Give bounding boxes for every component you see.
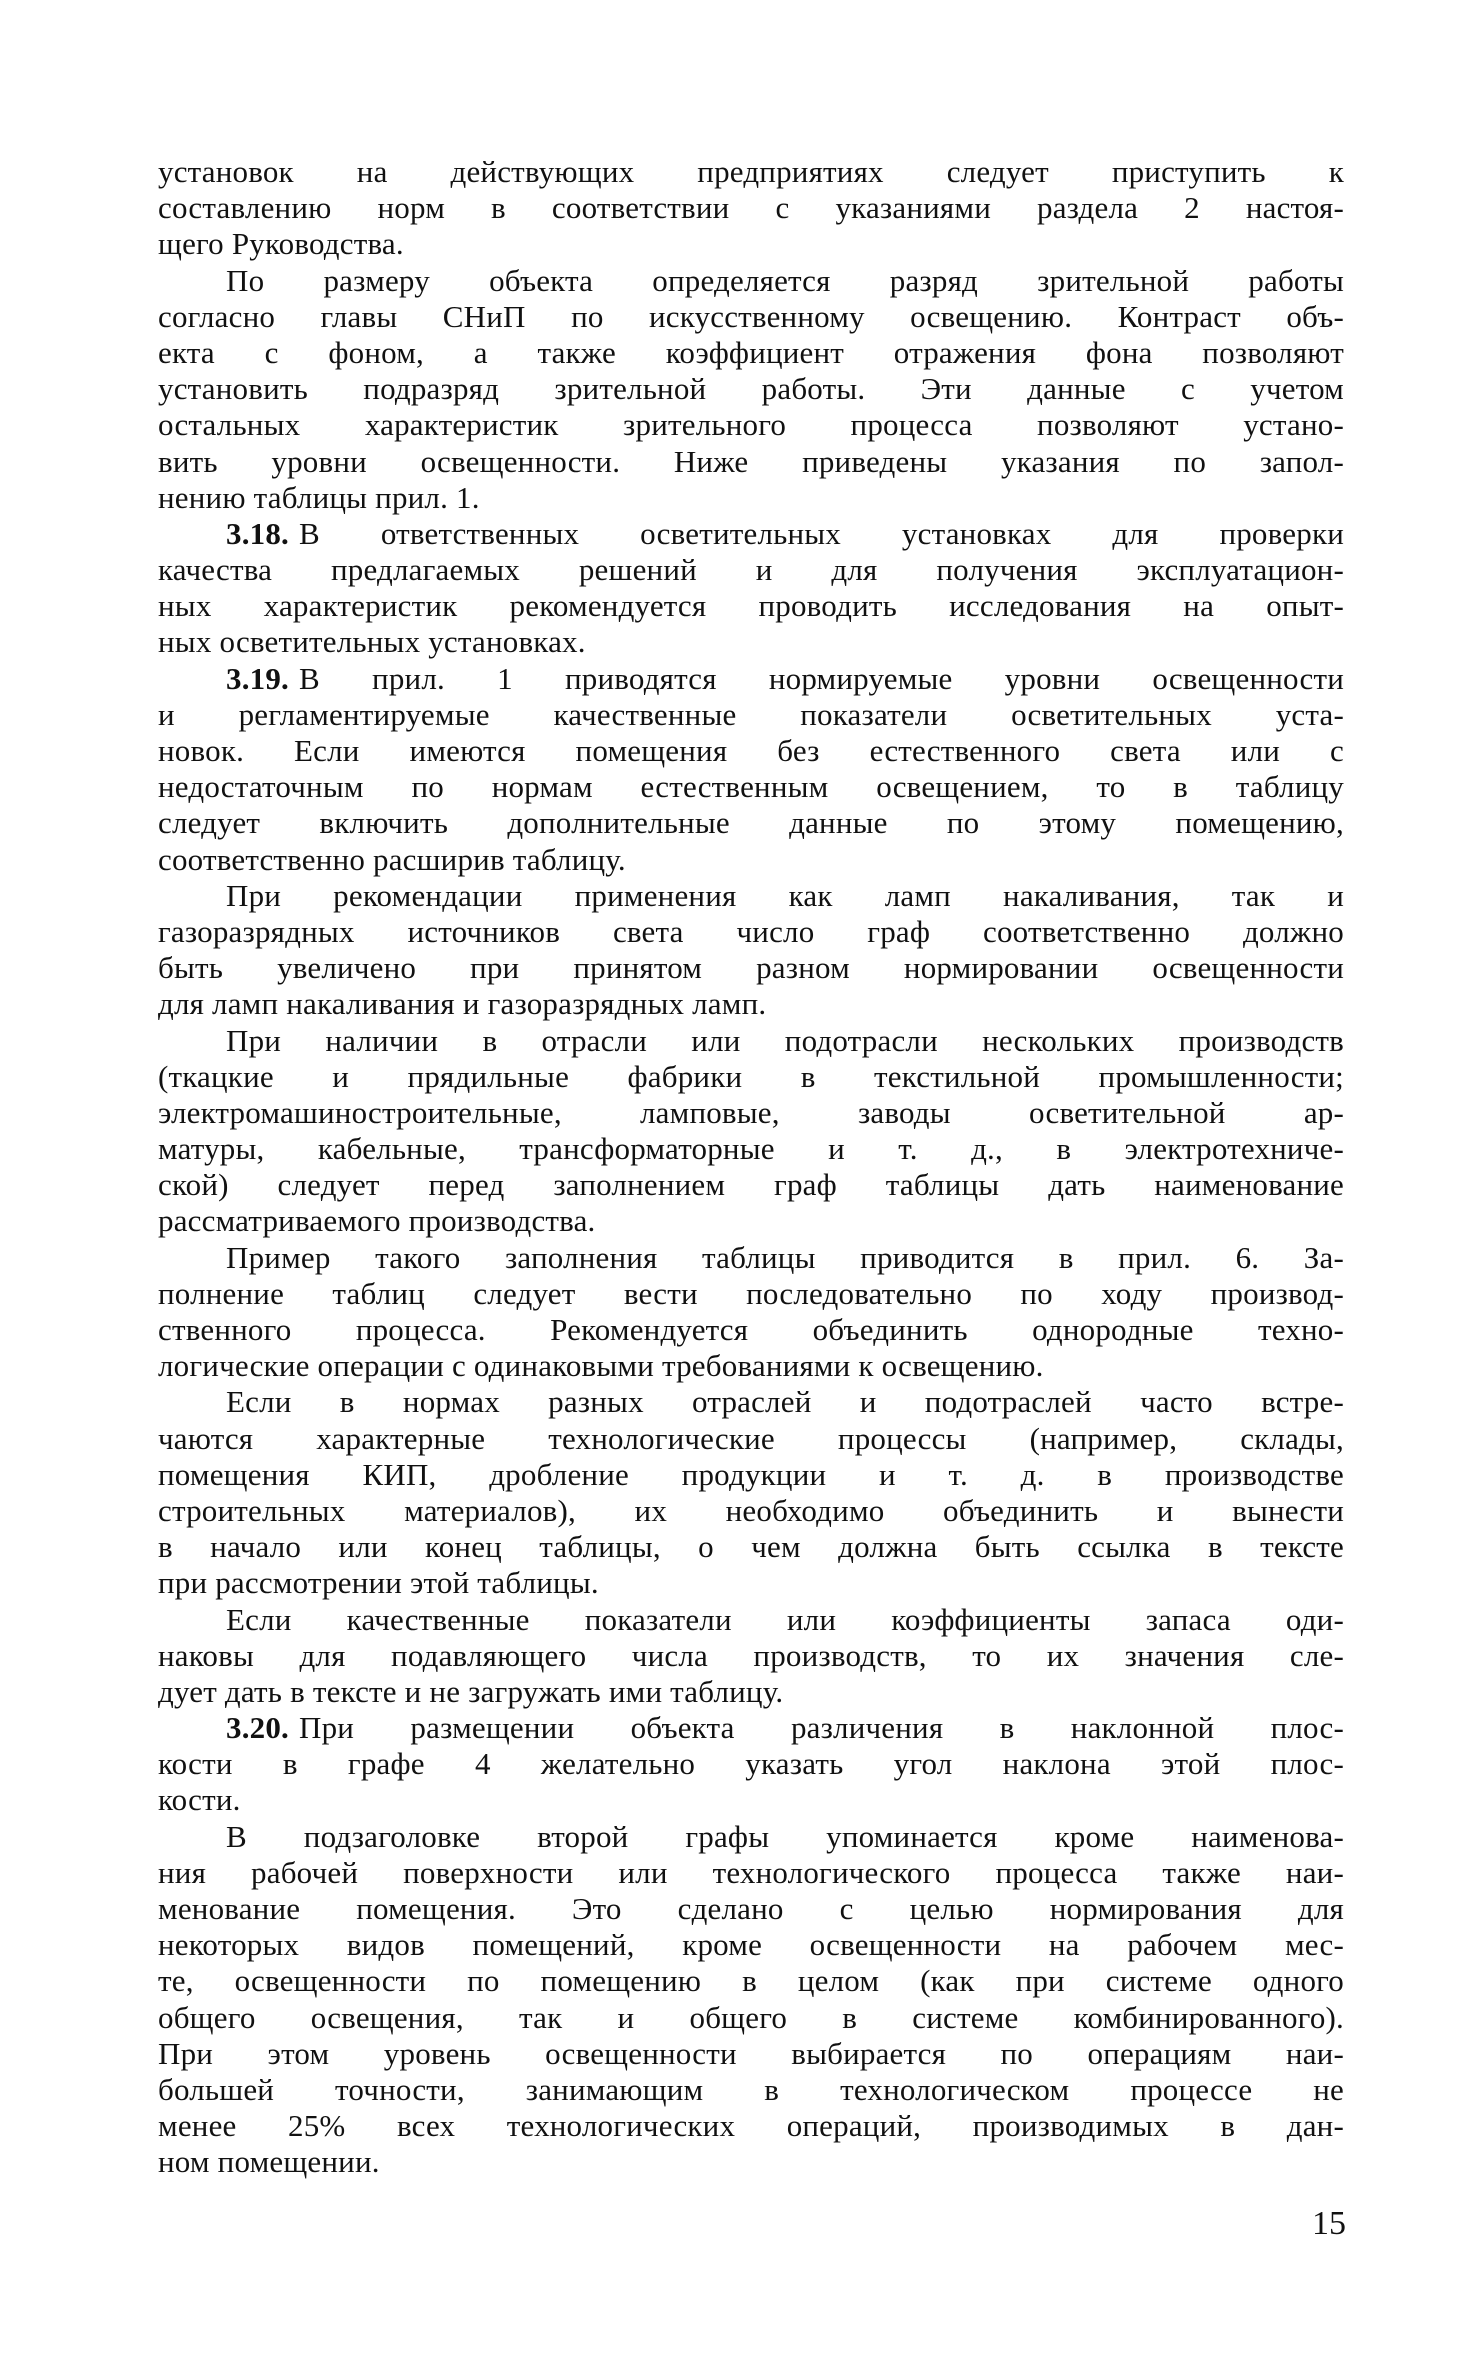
text-line: чаются характерные технологические процессы (например, склады, [158, 1420, 1344, 1456]
text-line: Пример такого заполнения таблицы приводится в прил. 6. За- [226, 1239, 1344, 1275]
text-line: некоторых видов помещений, кроме освещенности на рабочем мес- [158, 1927, 1344, 1963]
text-line: соответственно расширив таблицу. [158, 841, 626, 877]
text-line: следует включить дополнительные данные по этому помещению, [158, 805, 1344, 841]
text-line: рассматриваемого производства. [158, 1203, 596, 1239]
text-line: При этом уровень освещенности выбирается по операциям наи- [158, 2035, 1344, 2071]
text-line: установить подразряд зрительной работы. Эти данные с учетом [158, 371, 1344, 407]
text-line: вить уровни освещенности. Ниже приведены указания по запол- [158, 443, 1344, 479]
text-line: газоразрядных источников света число граф соответственно должно [158, 913, 1344, 949]
section-number: 3.20. [226, 1710, 289, 1746]
text-line: те, освещенности по помещению в целом (как при системе одного [158, 1963, 1344, 1999]
paragraph [158, 1602, 1344, 1711]
text-line: матуры, кабельные, трансформаторные и т. д., в электротехниче- [158, 1131, 1344, 1167]
text-line [158, 1710, 1344, 1746]
text-line: ном помещении. [158, 2144, 380, 2180]
paragraph [158, 516, 1344, 661]
text-line: дует дать в тексте и не загружать ими таблицу. [158, 1673, 784, 1709]
text-line: общего освещения, так и общего в системе комбинированного). [158, 1999, 1344, 2035]
text-line: По размеру объекта определяется разряд зрительной работы [226, 262, 1344, 298]
paragraph [158, 263, 1344, 516]
text-line: качества предлагаемых решений и для получения эксплуатацион- [158, 552, 1344, 588]
text-line [158, 516, 1344, 552]
text-line: екта с фоном, а также коэффициент отражения фона позволяют [158, 334, 1344, 370]
paragraph [158, 154, 1344, 263]
text-line: недостаточным по нормам естественным освещением, то в таблицу [158, 769, 1344, 805]
text-line: Если в нормах разных отраслей и подотраслей часто встре- [226, 1384, 1344, 1420]
section-number: 3.18. [226, 515, 289, 551]
text-line: щего Руководства. [158, 226, 404, 262]
text-line: ственного процесса. Рекомендуется объединить однородные техно- [158, 1312, 1344, 1347]
text-line: большей точности, занимающим в технологическом процессе не [158, 2071, 1344, 2107]
line-text: В ответственных осветительных установках для проверки [299, 515, 1344, 551]
line-text: В прил. 1 приводятся нормируемые уровни освещенности [299, 660, 1344, 696]
section-number: 3.19. [226, 660, 289, 696]
paragraph [158, 1819, 1344, 2181]
text-line: и регламентируемые качественные показатели осветительных уста- [158, 696, 1344, 732]
paragraph [158, 878, 1344, 1023]
text-line: помещения КИП, дробление продукции и т. д. в производстве [158, 1456, 1344, 1492]
text-line: кости. [158, 1782, 241, 1818]
text-line: При рекомендации применения как ламп накаливания, так и [226, 877, 1344, 913]
text-line: ния рабочей поверхности или технологического процесса также наи- [158, 1854, 1344, 1890]
paragraph [158, 1710, 1344, 1819]
text-line: для ламп накаливания и газоразрядных ламп. [158, 986, 767, 1022]
text-line: менее 25% всех технологических операций, производимых в дан- [158, 2108, 1344, 2144]
text-line: строительных материалов), их необходимо объединить и вынести [158, 1492, 1344, 1528]
text-line: установок на действующих предприятиях следует приступить к [158, 154, 1344, 189]
text-line: Если качественные показатели или коэффициенты запаса оди- [226, 1601, 1344, 1637]
text-line: новок. Если имеются помещения без естественного света или с [158, 733, 1344, 768]
paragraph [158, 1240, 1344, 1385]
page-number: 15 [1312, 2205, 1346, 2242]
text-line: менование помещения. Это сделано с целью нормирования для [158, 1891, 1344, 1926]
text-line: ской) следует перед заполнением граф таблицы дать наименование [158, 1167, 1344, 1203]
text-line: при рассмотрении этой таблицы. [158, 1565, 599, 1601]
text-line: составлению норм в соответствии с указаниями раздела 2 настоя- [158, 190, 1344, 226]
text-line: При наличии в отрасли или подотрасли нескольких производств [226, 1022, 1344, 1058]
text-line: ных осветительных установках. [158, 624, 586, 660]
text-line: нению таблицы прил. 1. [158, 479, 480, 515]
paragraph [158, 1384, 1344, 1601]
text-line: наковы для подавляющего числа производств, то их значения сле- [158, 1637, 1344, 1673]
paragraph [158, 661, 1344, 878]
text-line [158, 661, 1344, 697]
text-line: кости в графе 4 желательно указать угол наклона этой плос- [158, 1746, 1344, 1782]
text-line: быть увеличено при принятом разном нормировании освещенности [158, 950, 1344, 986]
text-line: в начало или конец таблицы, о чем должна быть ссылка в тексте [158, 1529, 1344, 1565]
text-line: полнение таблиц следует вести последовательно по ходу производ- [158, 1275, 1344, 1311]
document-body [158, 154, 1344, 2181]
paragraph [158, 1023, 1344, 1240]
text-line: электромашиностроительные, ламповые, заводы осветительной ар- [158, 1094, 1344, 1130]
text-line: логические операции с одинаковыми требованиями к освещению. [158, 1348, 1044, 1384]
text-line: В подзаголовке второй графы упоминается кроме наименова- [226, 1818, 1344, 1854]
text-line: ных характеристик рекомендуется проводить исследования на опыт- [158, 588, 1344, 624]
text-line: остальных характеристик зрительного процесса позволяют устано- [158, 407, 1344, 443]
text-line: согласно главы СНиП по искусственному освещению. Контраст объ- [158, 298, 1344, 334]
text-line: (ткацкие и прядильные фабрики в текстильной промышленности; [158, 1058, 1344, 1094]
line-text: При размещении объекта различения в наклонной плос- [299, 1710, 1344, 1746]
